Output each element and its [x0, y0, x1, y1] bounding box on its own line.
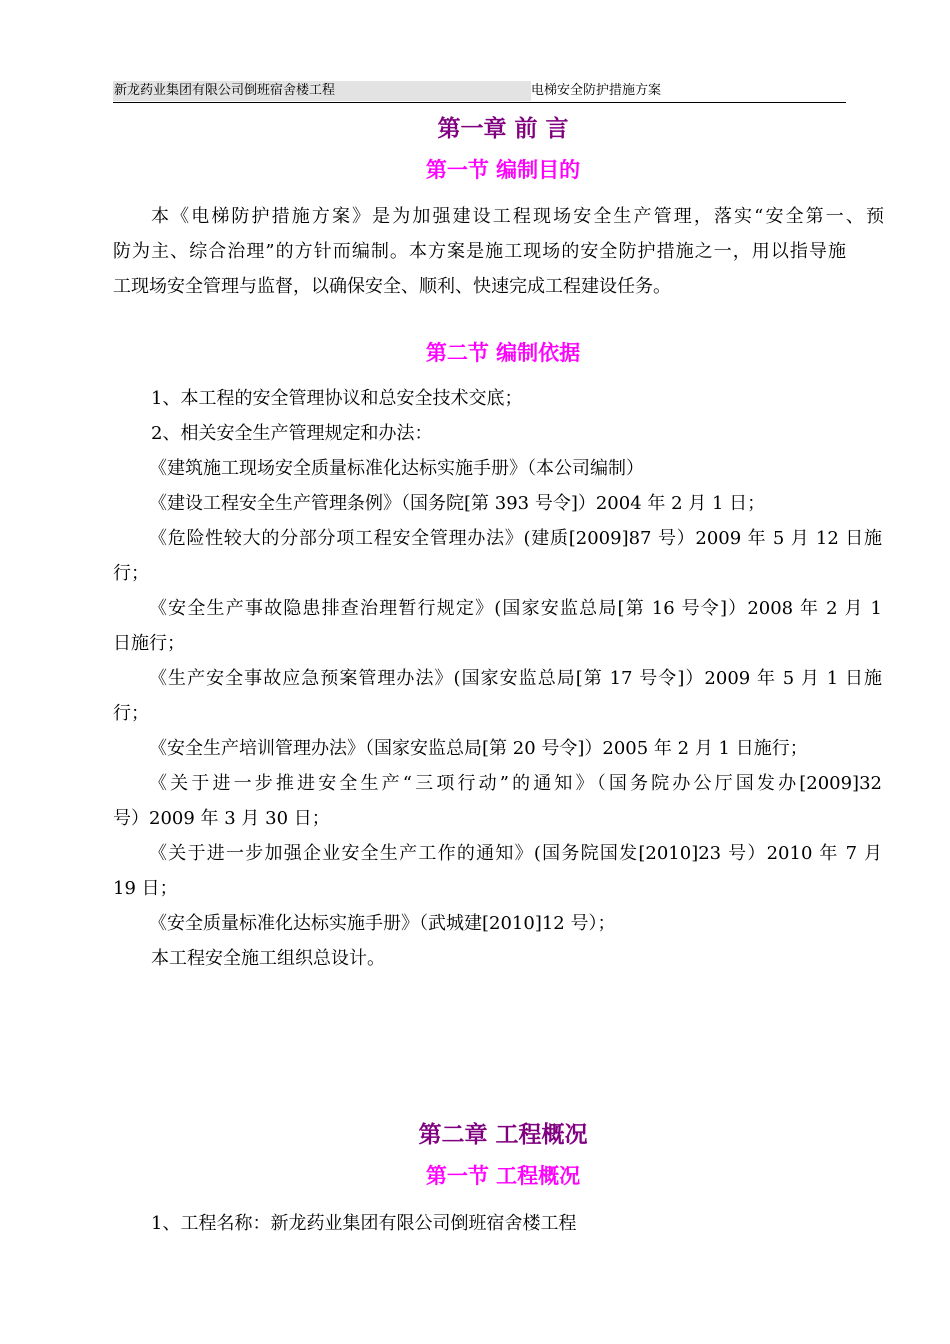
paragraph-line: 工现场安全管理与监督，以确保安全、顺利、快速完成工程建设任务。 [113, 276, 671, 297]
chapter-2-section-1-title: 第一节 工程概况 [425, 1163, 581, 1188]
basis-item-continued: 日施行； [113, 633, 185, 654]
basis-item: 《生产安全事故应急预案管理办法》(国家安监总局[第 17 号令]）2009 年 5 月 1 日施 [149, 668, 882, 689]
basis-item: 1、本工程的安全管理协议和总安全技术交底； [151, 388, 523, 409]
chapter-1-section-1-title: 第一节 编制目的 [425, 157, 581, 182]
header-document-title: 电梯安全防护措施方案 [531, 83, 662, 98]
chapter-1-section-2-title: 第二节 编制依据 [425, 340, 581, 365]
paragraph-line: 本《电梯防护措施方案》是为加强建设工程现场安全生产管理，落实“安全第一、预 [151, 206, 884, 227]
basis-item: 《建设工程安全生产管理条例》（国务院[第 393 号令]）2004 年 2 月 1 日； [149, 493, 766, 514]
basis-item: 《安全生产事故隐患排查治理暂行规定》(国家安监总局[第 16 号令]）2008 年 2 月 1 [149, 598, 882, 619]
basis-item-continued: 行； [113, 703, 149, 724]
basis-item-continued: 行； [113, 563, 149, 584]
header-project-name: 新龙药业集团有限公司倒班宿舍楼工程 [113, 81, 359, 101]
basis-item: 《危险性较大的分部分项工程安全管理办法》(建质[2009]87 号）2009 年 5 月 12 日施 [149, 528, 882, 549]
running-header [113, 80, 846, 103]
basis-item: 《建筑施工现场安全质量标准化达标实施手册》（本公司编制） [149, 458, 644, 479]
chapter-2-title: 第二章 工程概况 [418, 1121, 588, 1148]
basis-item: 本工程安全施工组织总设计。 [151, 948, 385, 969]
header-shading [359, 81, 531, 101]
basis-item: 《关于进一步加强企业安全生产工作的通知》(国务院国发[2010]23 号）2010 年 7 月 [149, 843, 882, 864]
chapter-1-title: 第一章 前 言 [437, 115, 569, 142]
basis-item: 《安全质量标准化达标实施手册》（武城建[2010]12 号）； [149, 913, 616, 934]
overview-line: 1、工程名称：新龙药业集团有限公司倒班宿舍楼工程 [151, 1213, 577, 1234]
basis-item-continued: 19 日； [113, 878, 178, 899]
basis-item: 《安全生产培训管理办法》（国家安监总局[第 20 号令]）2005 年 2 月 1 日施行； [149, 738, 808, 759]
basis-item: 2、相关安全生产管理规定和办法： [151, 423, 433, 444]
basis-item: 《关于进一步推进安全生产“三项行动”的通知》（国务院办公厅国发办[2009]32 [149, 773, 882, 794]
basis-item-continued: 号）2009 年 3 月 30 日； [113, 808, 330, 829]
paragraph-line: 防为主、综合治理”的方针而编制。本方案是施工现场的安全防护措施之一，用以指导施 [113, 241, 846, 262]
